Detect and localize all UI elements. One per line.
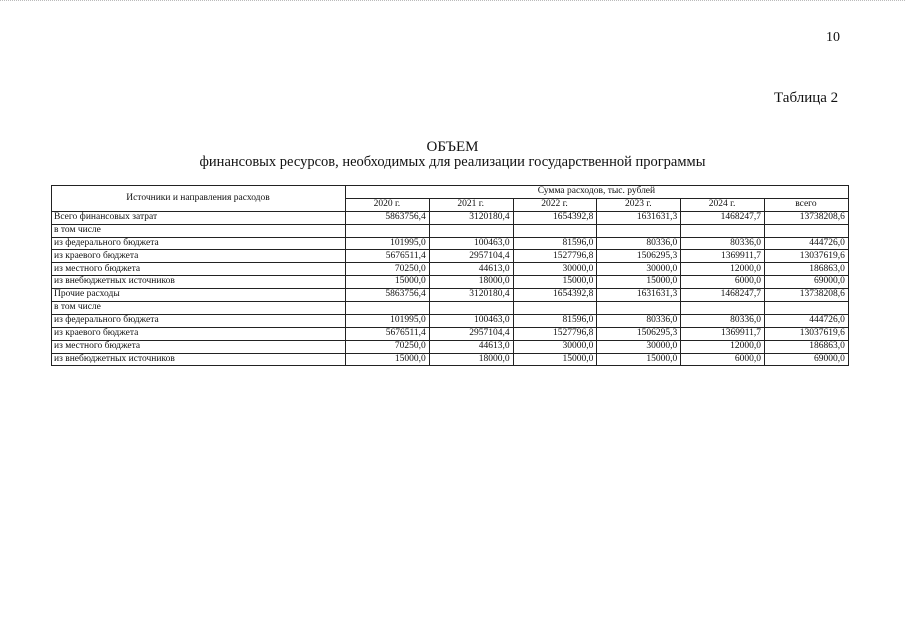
header-source: Источники и направления расходов	[52, 186, 346, 212]
row-value-cell: 100463,0	[429, 314, 513, 327]
row-value-cell	[346, 224, 430, 237]
row-value-cell	[513, 224, 597, 237]
header-year: 2021 г.	[429, 198, 513, 211]
row-value-cell: 80336,0	[597, 237, 681, 250]
row-label: Прочие расходы	[52, 289, 346, 302]
row-value-cell	[346, 302, 430, 315]
row-label: из местного бюджета	[52, 340, 346, 353]
table-row	[52, 263, 849, 276]
row-value-cell: 2957104,4	[429, 250, 513, 263]
row-value-cell	[681, 302, 765, 315]
row-value-cell: 1506295,3	[597, 250, 681, 263]
row-value-cell: 5676511,4	[346, 327, 430, 340]
row-value-cell: 1506295,3	[597, 327, 681, 340]
row-value-cell: 12000,0	[681, 340, 765, 353]
row-label: из краевого бюджета	[52, 327, 346, 340]
row-value-cell: 1654392,8	[513, 211, 597, 224]
row-label: из федерального бюджета	[52, 314, 346, 327]
row-total-cell: 13037619,6	[764, 250, 848, 263]
row-total-cell: 444726,0	[764, 314, 848, 327]
row-value-cell: 15000,0	[346, 276, 430, 289]
table-row	[52, 276, 849, 289]
row-value-cell: 101995,0	[346, 237, 430, 250]
table-row	[52, 224, 849, 237]
header-year: 2022 г.	[513, 198, 597, 211]
row-value-cell: 3120180,4	[429, 289, 513, 302]
table-row	[52, 237, 849, 250]
table-row	[52, 353, 849, 366]
row-value-cell	[597, 224, 681, 237]
row-label: в том числе	[52, 224, 346, 237]
row-value-cell: 101995,0	[346, 314, 430, 327]
row-value-cell: 44613,0	[429, 263, 513, 276]
row-value-cell: 70250,0	[346, 340, 430, 353]
row-value-cell: 100463,0	[429, 237, 513, 250]
row-total-cell: 444726,0	[764, 237, 848, 250]
row-total-cell: 186863,0	[764, 263, 848, 276]
row-value-cell: 1631631,3	[597, 211, 681, 224]
row-value-cell: 30000,0	[513, 340, 597, 353]
row-value-cell: 1468247,7	[681, 289, 765, 302]
row-total-cell: 69000,0	[764, 276, 848, 289]
header-year: 2023 г.	[597, 198, 681, 211]
row-value-cell: 6000,0	[681, 353, 765, 366]
header-sum: Сумма расходов, тыс. рублей	[346, 186, 849, 199]
row-value-cell	[681, 224, 765, 237]
row-label: из краевого бюджета	[52, 250, 346, 263]
row-value-cell: 70250,0	[346, 263, 430, 276]
row-value-cell: 81596,0	[513, 314, 597, 327]
row-value-cell: 5863756,4	[346, 289, 430, 302]
table-header-row	[52, 186, 849, 199]
table-row	[52, 211, 849, 224]
page-number: 10	[826, 30, 840, 45]
header-year: 2024 г.	[681, 198, 765, 211]
row-value-cell: 81596,0	[513, 237, 597, 250]
row-total-cell: 69000,0	[764, 353, 848, 366]
row-value-cell: 15000,0	[597, 276, 681, 289]
table-body	[52, 211, 849, 366]
row-value-cell: 1369911,7	[681, 327, 765, 340]
table-row	[52, 302, 849, 315]
row-label: из внебюджетных источников	[52, 353, 346, 366]
row-total-cell	[764, 302, 848, 315]
row-total-cell: 186863,0	[764, 340, 848, 353]
row-value-cell	[597, 302, 681, 315]
row-label: Всего финансовых затрат	[52, 211, 346, 224]
row-value-cell	[429, 302, 513, 315]
row-value-cell	[513, 302, 597, 315]
row-value-cell: 15000,0	[346, 353, 430, 366]
row-total-cell: 13037619,6	[764, 327, 848, 340]
row-value-cell: 1631631,3	[597, 289, 681, 302]
row-value-cell: 18000,0	[429, 353, 513, 366]
table-label: Таблица 2	[774, 90, 839, 106]
row-label: в том числе	[52, 302, 346, 315]
row-value-cell: 15000,0	[513, 353, 597, 366]
row-value-cell: 15000,0	[513, 276, 597, 289]
table-row	[52, 314, 849, 327]
row-value-cell: 18000,0	[429, 276, 513, 289]
row-total-cell	[764, 224, 848, 237]
table-row	[52, 340, 849, 353]
row-label: из местного бюджета	[52, 263, 346, 276]
row-label: из внебюджетных источников	[52, 276, 346, 289]
row-value-cell: 44613,0	[429, 340, 513, 353]
table-row	[52, 327, 849, 340]
row-label: из федерального бюджета	[52, 237, 346, 250]
row-total-cell: 13738208,6	[764, 211, 848, 224]
row-value-cell: 5863756,4	[346, 211, 430, 224]
row-value-cell: 80336,0	[681, 237, 765, 250]
row-value-cell: 1654392,8	[513, 289, 597, 302]
document-title: ОБЪЕМ	[426, 139, 479, 155]
row-value-cell: 15000,0	[597, 353, 681, 366]
row-value-cell: 80336,0	[681, 314, 765, 327]
document-subtitle: финансовых ресурсов, необходимых для реализации государственной программы	[199, 154, 706, 170]
row-value-cell: 1468247,7	[681, 211, 765, 224]
scan-top-edge	[0, 0, 905, 4]
row-value-cell: 2957104,4	[429, 327, 513, 340]
row-value-cell: 30000,0	[597, 340, 681, 353]
row-value-cell: 30000,0	[597, 263, 681, 276]
header-year: 2020 г.	[346, 198, 430, 211]
row-value-cell: 6000,0	[681, 276, 765, 289]
row-value-cell: 3120180,4	[429, 211, 513, 224]
row-value-cell: 80336,0	[597, 314, 681, 327]
row-value-cell: 1527796,8	[513, 250, 597, 263]
row-total-cell: 13738208,6	[764, 289, 848, 302]
row-value-cell: 1369911,7	[681, 250, 765, 263]
row-value-cell: 1527796,8	[513, 327, 597, 340]
table-row	[52, 289, 849, 302]
row-value-cell: 5676511,4	[346, 250, 430, 263]
header-total: всего	[764, 198, 848, 211]
table-row	[52, 250, 849, 263]
row-value-cell: 30000,0	[513, 263, 597, 276]
row-value-cell: 12000,0	[681, 263, 765, 276]
row-value-cell	[429, 224, 513, 237]
financial-resources-table	[51, 185, 849, 366]
